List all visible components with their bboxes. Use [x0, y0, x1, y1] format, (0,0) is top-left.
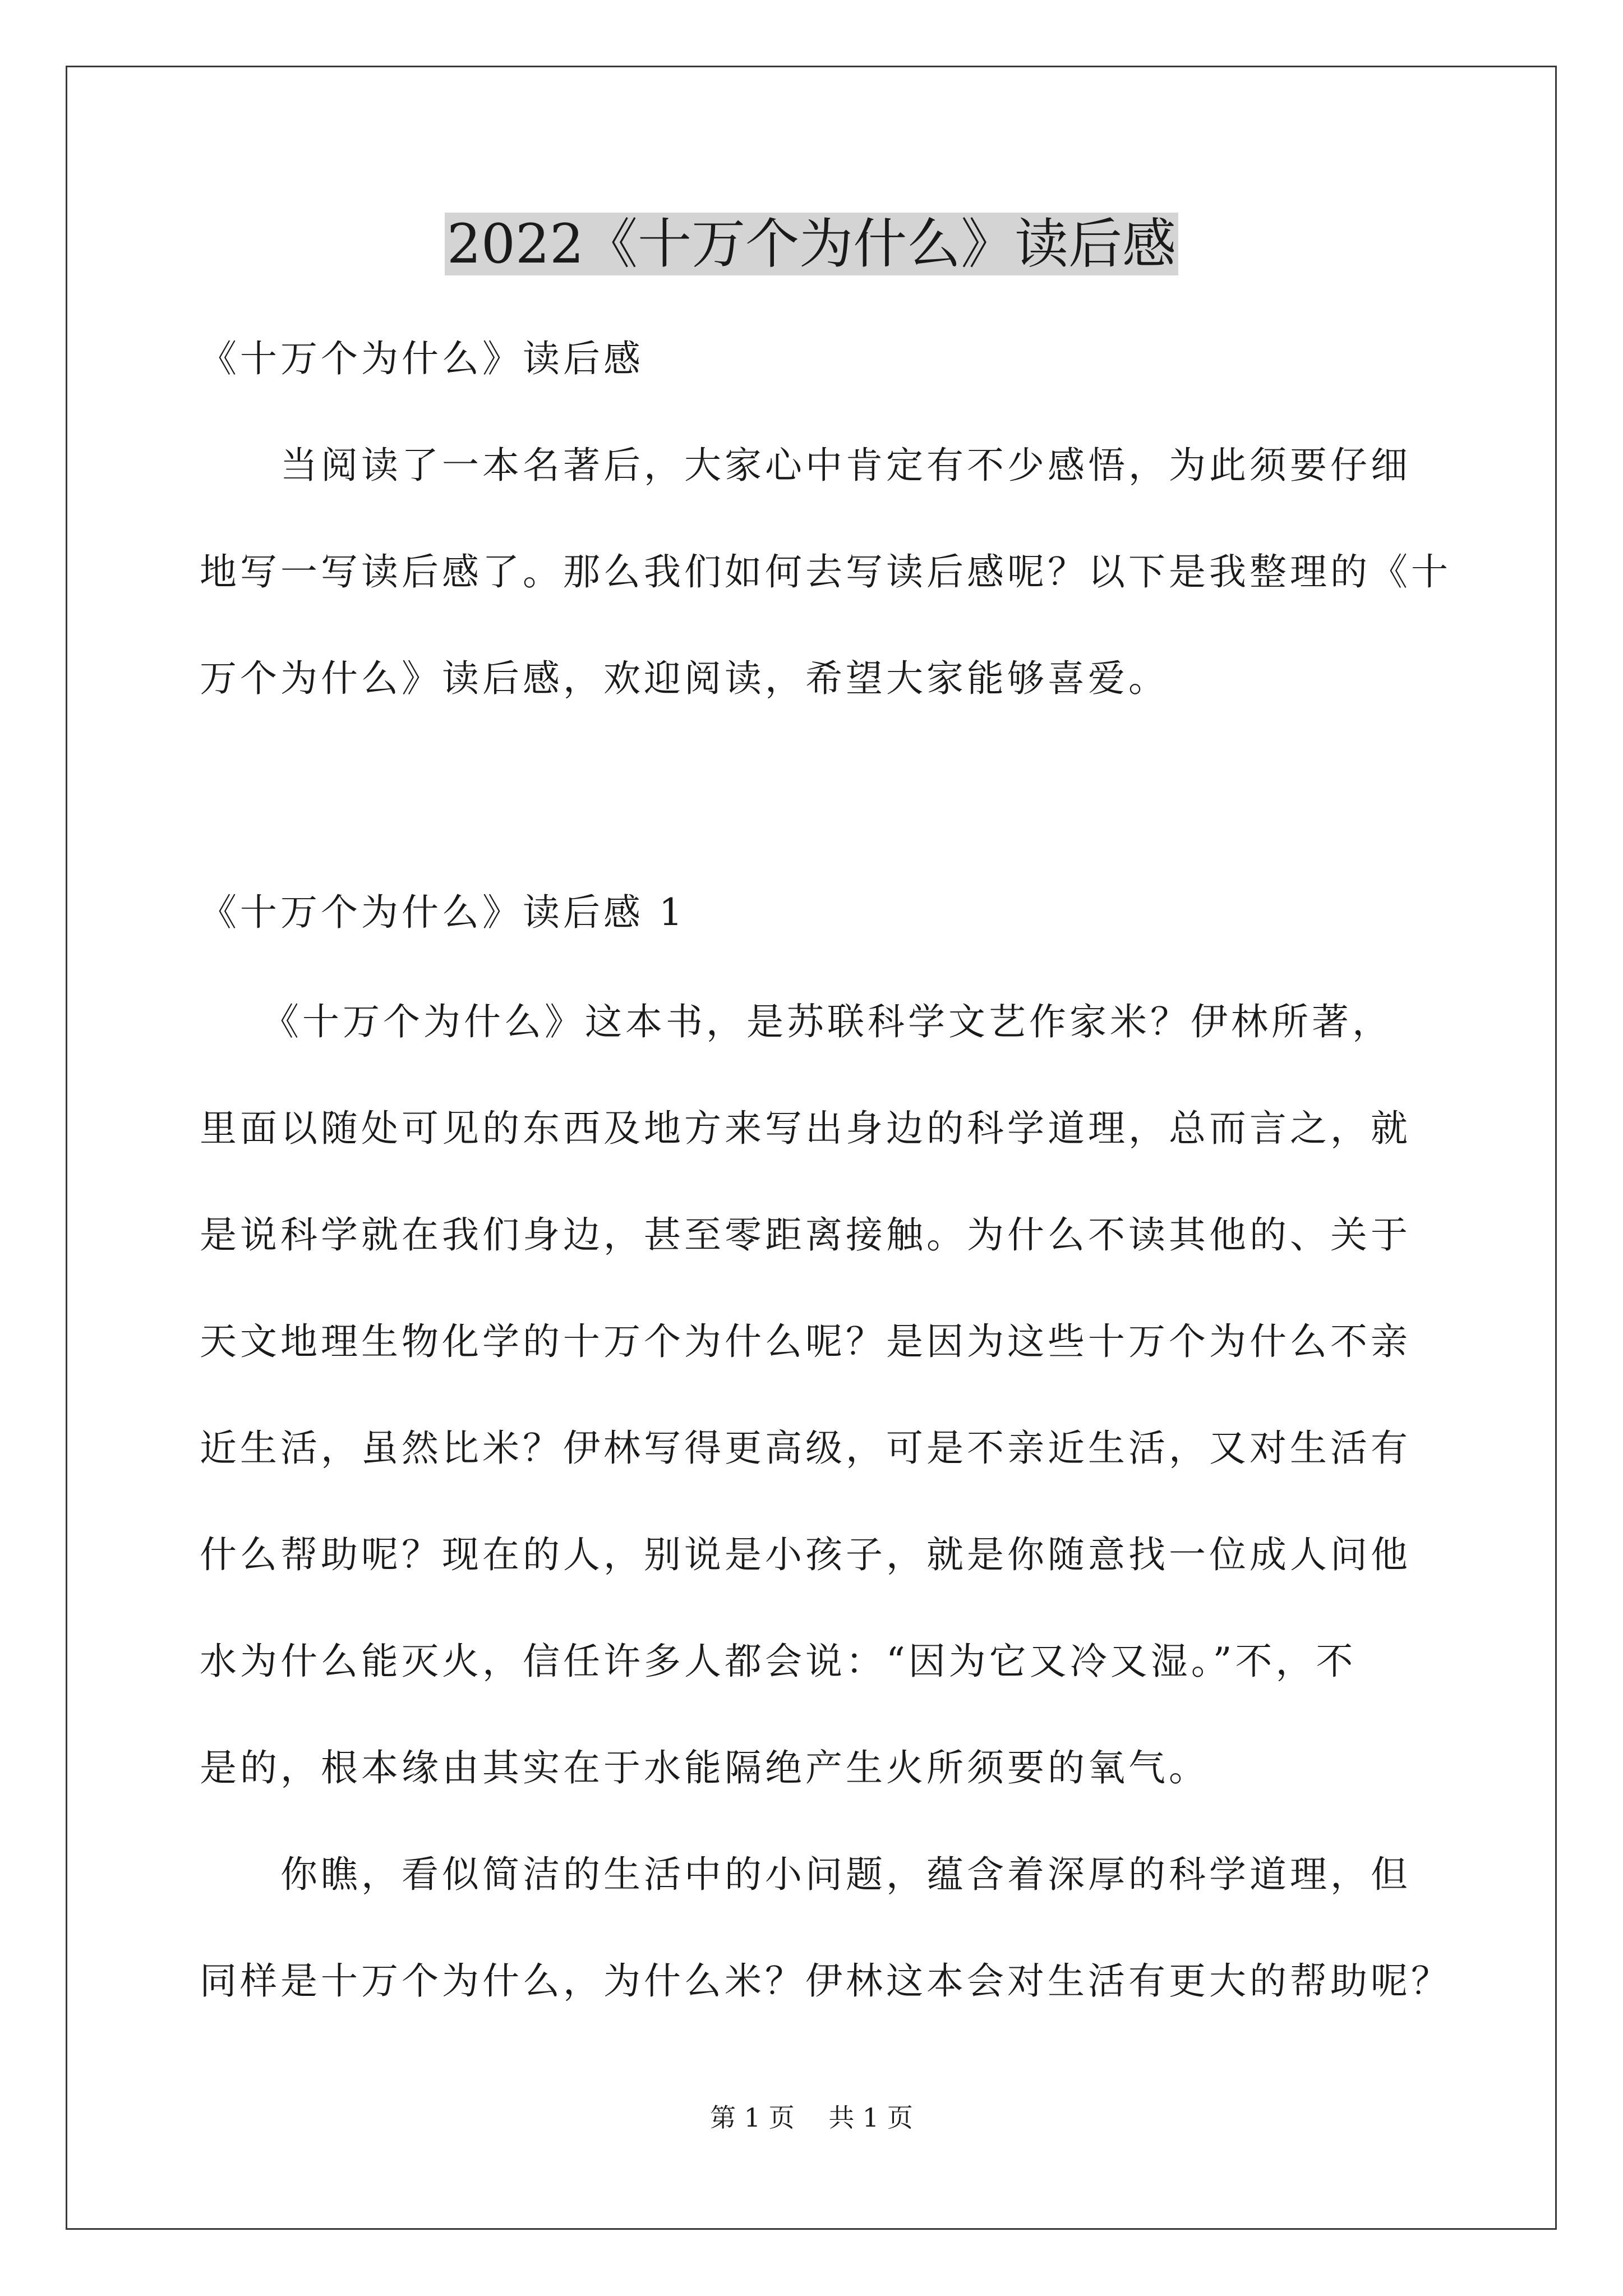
intro-heading-text: 《十万个为什么》读后感	[200, 337, 644, 380]
paragraph-line: 同样是十万个为什么，为什么米？伊林这本会对生活有更大的帮助呢？	[200, 1959, 1451, 2003]
paragraph-line: 是的，根本缘由其实在于水能隔绝产生火所须要的氧气。	[200, 1746, 1209, 1789]
paragraph-line: 里面以随处可见的东西及地方来写出身边的科学道理，总而言之，就	[200, 1107, 1411, 1150]
section-heading	[200, 859, 1433, 966]
paragraph-line: 你瞧，看似简洁的生活中的小问题，蕴含着深厚的科学道理，但	[200, 1853, 1411, 1896]
paragraph-line: 近生活，虽然比米？伊林写得更高级，可是不亲近生活，又对生活有	[200, 1427, 1411, 1470]
intro-heading	[200, 306, 1433, 412]
intro-line: 地写一写读后感了。那么我们如何去写读后感呢？以下是我整理的《十	[200, 550, 1451, 593]
paragraph-line: 是说科学就在我们身边，甚至零距离接触。为什么不读其他的、关于	[200, 1213, 1411, 1257]
paragraph-line: 水为什么能灭火，信任许多人都会说：“因为它又冷又湿。”不，不	[200, 1640, 1357, 1683]
paragraph-line: 天文地理生物化学的十万个为什么呢？是因为这些十万个为什么不亲	[200, 1320, 1411, 1363]
paragraph-line: 《十万个为什么》这本书，是苏联科学文艺作家米？伊林所著，	[200, 1000, 1393, 1043]
paragraph-line: 什么帮助呢？现在的人，别说是小孩子，就是你随意找一位成人问他	[200, 1533, 1411, 1576]
document-title	[0, 208, 1623, 280]
body-paragraph-1	[200, 969, 1433, 1821]
page-total: 共 1 页	[828, 2102, 913, 2133]
page-footer	[0, 2101, 1623, 2134]
section-heading-text: 《十万个为什么》读后感 1	[200, 891, 686, 934]
page-number: 第 1 页	[710, 2102, 795, 2133]
intro-line: 万个为什么》读后感，欢迎阅读，希望大家能够喜爱。	[200, 657, 1169, 700]
intro-line: 当阅读了一本名著后，大家心中肯定有不少感悟，为此须要仔细	[200, 444, 1411, 487]
intro-paragraph	[200, 412, 1451, 732]
body-paragraph-2	[200, 1821, 1451, 2035]
document-title-text: 2022《十万个为什么》读后感	[445, 213, 1178, 275]
